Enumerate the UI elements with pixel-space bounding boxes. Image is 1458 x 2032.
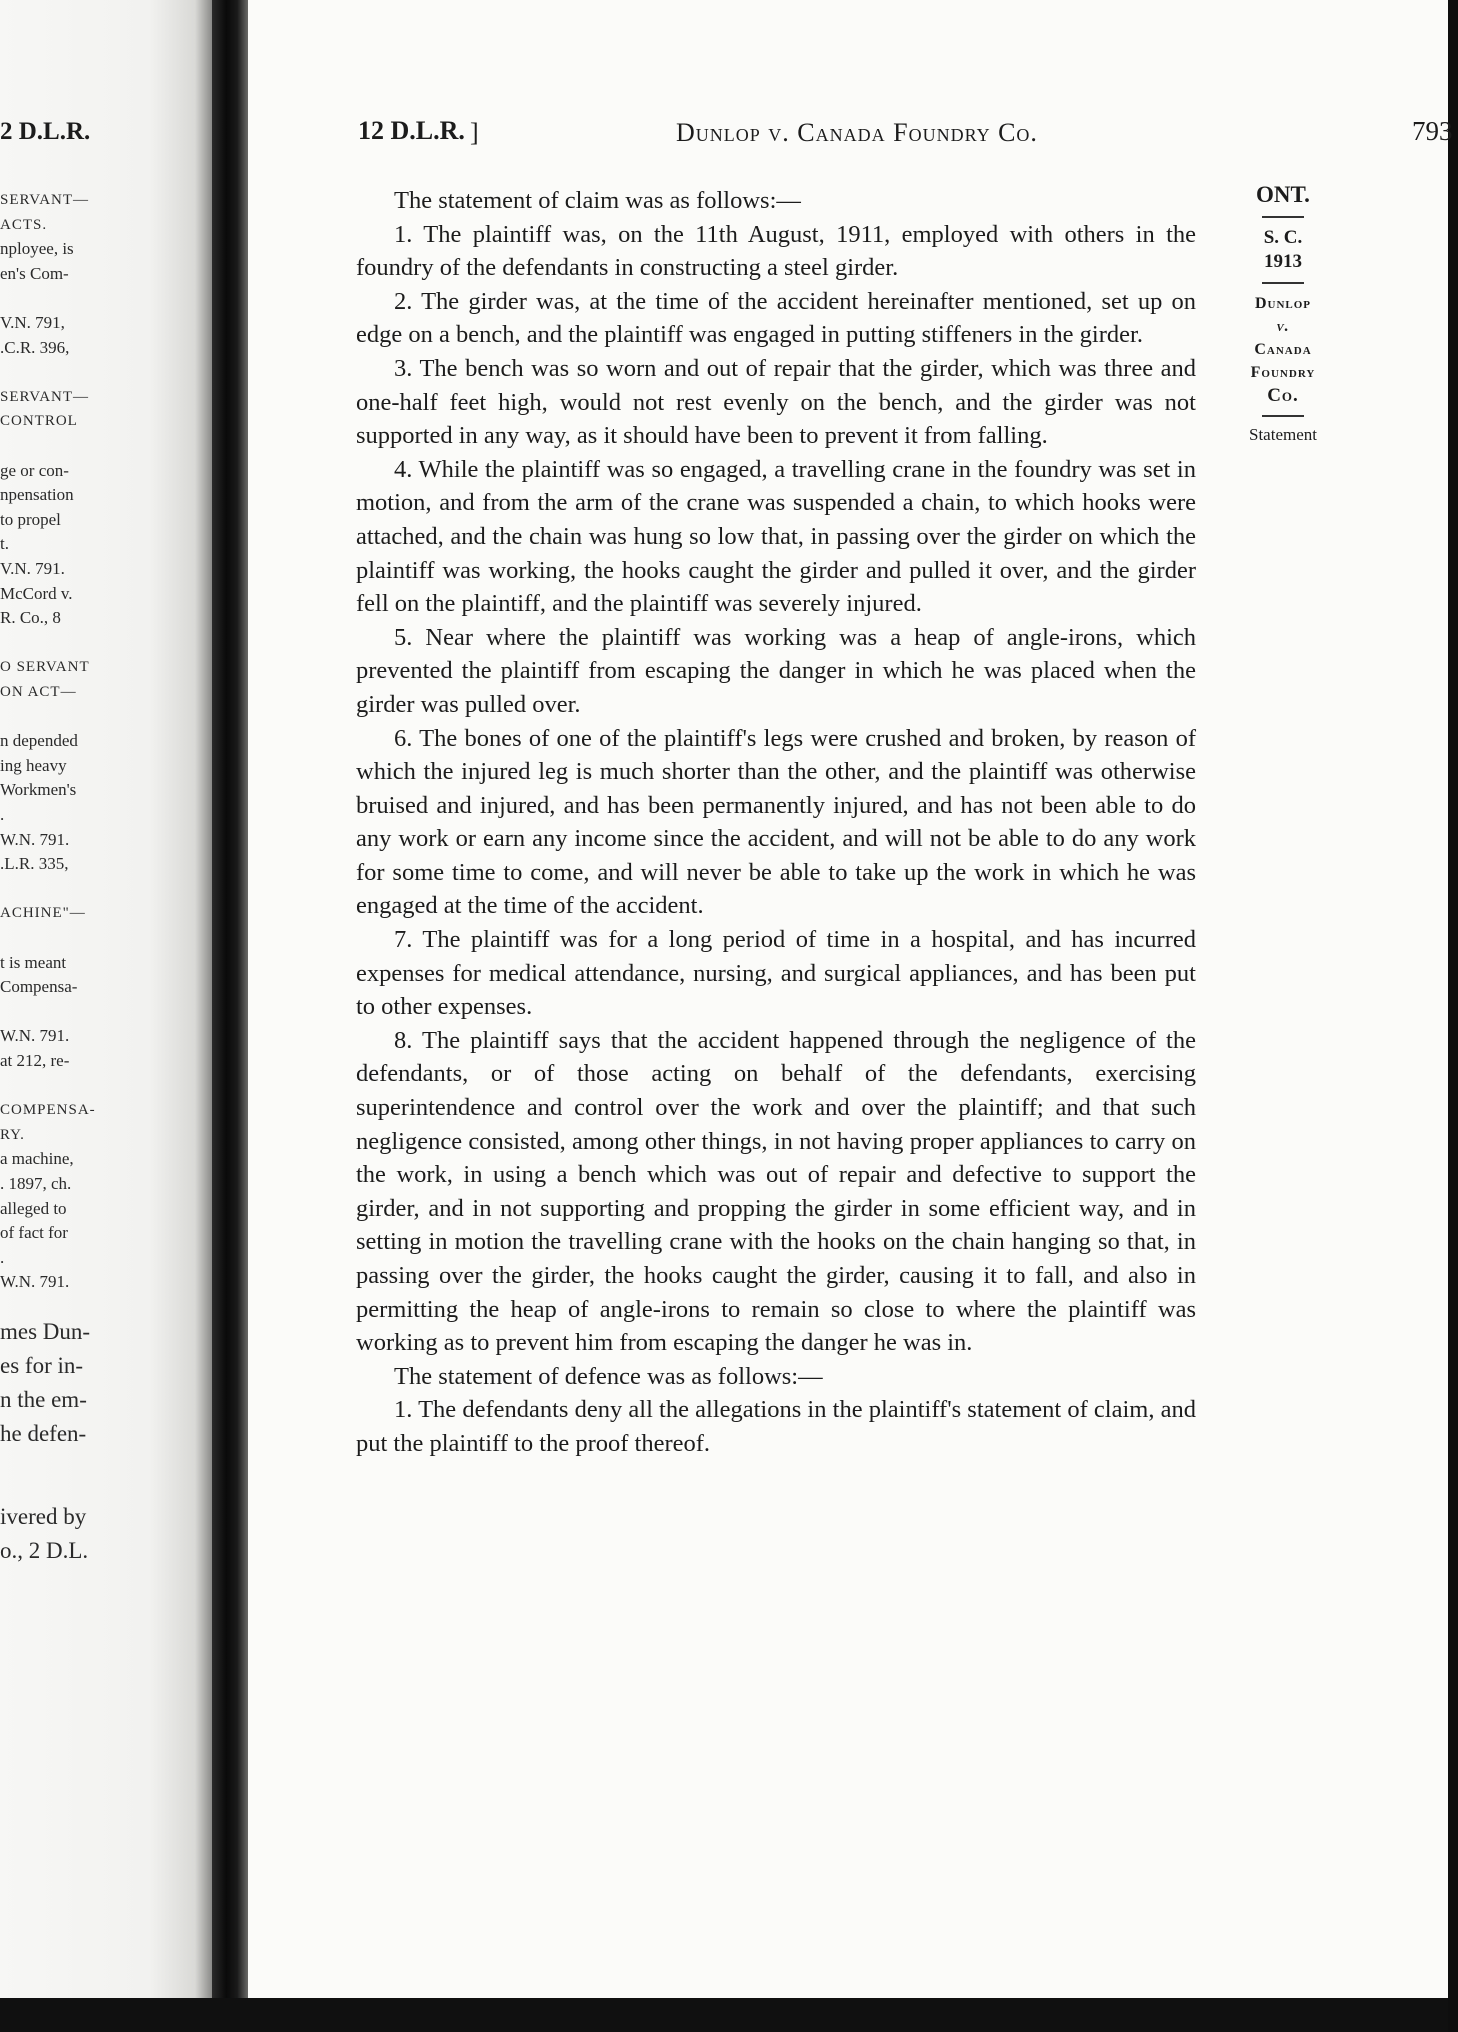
left-page-line: ivered by [0,1503,87,1529]
header-bracket: ] [470,118,479,147]
left-page-line: of fact for [0,1223,68,1243]
paragraph: The statement of claim was as follows:— [394,187,801,214]
margin-case-name-1: Dunlop [1254,295,1312,312]
paragraph: 7. The plaintiff was for a long period of time in a hospital, and has incurred expenses for medical attendance, nursing, and surgical appliances, and has been put to other expenses. [356,926,1196,1021]
left-page-line: ge or con- [0,460,69,480]
left-page-line: mes Dun- [0,1318,91,1344]
left-page-line: O SERVANT [0,659,90,676]
left-page-line: t is meant [0,952,67,972]
left-page-line: . [0,1247,5,1267]
left-page-line: W.N. 791. [0,1272,70,1292]
header-volume: 12 D.L.R. [358,116,465,145]
left-page-line: alleged to [0,1198,67,1218]
left-page-line: ACHINE"— [0,905,86,922]
margin-rule [1262,282,1304,284]
previous-page-fragment [0,0,212,2032]
margin-court: ONT. [1256,182,1310,207]
margin-notes [1208,182,1358,445]
paragraph: The statement of defence was as follows:— [394,1362,823,1390]
paragraph: 4. While the plaintiff was so engaged, a travelling crane in the foundry was set in motion, and from the arm of the crane was suspended a chain, to which hooks were attached, and the chain was hung so low that, in passing over the girder on which the plaintiff was working, the hooks caught the girder and pulled it over, and the girder fell on the plaintiff, and the plaintiff was severely injured. [356,455,1196,618]
left-page-line: . 1897, ch. [0,1174,72,1193]
left-page-line: RY. [0,1126,25,1143]
left-page-line: ACTS. [0,216,48,233]
margin-sc: S. C. [1263,227,1303,248]
left-page-line: es for in- [0,1352,84,1378]
left-page-line: W.N. 791. [0,829,70,849]
margin-rule [1262,216,1304,218]
book-page [248,0,1453,2000]
paragraph: 5. Near where the plaintiff was working was a heap of angle-irons, which prevented the plaintiff from escaping the danger in which he was placed when the girder was pulled over. [356,623,1196,718]
paragraph: 2. The girder was, at the time of the accident hereinafter mentioned, set up on edge on a bench, and the plaintiff was engaged in putting stiffeners in the girder. [356,287,1196,349]
paragraph: 1. The plaintiff was, on the 11th August, 1911, employed with others in the foundry of the defendants in constructing a steel girder. [356,220,1196,282]
left-page-line: n the em- [0,1386,87,1412]
left-page-line: en's Com- [0,263,69,283]
scan-bottom-edge [0,1998,1448,2032]
paragraph: 8. The plaintiff says that the accident happened through the negligence of the defendants, or of those acting on behalf of the defendants, exercising superintendence and control over the work and over the plaintiff; and that such negligence consisted, among other things, in not having proper appliances to carry on the work, in using a bench which was out of repair and defective to support the girder, and in not supporting and propping the girder in some efficient way, and in setting in motion the travelling crane with the hooks on the chain hanging so that, in passing over the girder, the hooks caught the girder, causing it to fall, and also in permitting the heap of angle-irons to remain so close to where the plaintiff was working as to prevent him from escaping the danger he was in. [356,1026,1196,1357]
left-page-line: .C.R. 396, [0,337,70,357]
left-page-line: n depended [0,731,78,751]
margin-case-name-2: Canada [1254,341,1312,358]
margin-case-name-3: Foundry [1250,364,1316,381]
left-page-line: ing heavy [0,755,67,775]
page-number: 793 [1412,116,1453,146]
margin-case-name-4: Co. [1267,385,1299,406]
margin-section-label: Statement [1249,425,1317,444]
left-page-line: SERVANT— [0,192,90,208]
left-page-line: V.N. 791. [0,559,65,578]
left-page-header: 2 D.L.R. [0,118,91,145]
left-page-line: COMPENSA- [0,1102,96,1119]
margin-rule [1262,415,1304,417]
left-page-line: nployee, is [0,239,74,259]
left-page-line: a machine, [0,1149,74,1169]
left-page-line: . [0,805,5,824]
running-header [358,116,1458,150]
left-page-line: Workmen's [0,780,77,800]
left-page-line: McCord v. [0,583,73,603]
body-text [356,184,1196,1461]
left-page-line: t. [0,534,9,554]
left-page-line: to propel [0,509,61,529]
paragraph: 6. The bones of one of the plaintiff's legs were crushed and broken, by reason of which the injured leg is much shorter than the other, and the plaintiff was otherwise bruised and injured, and has been permanently injured, and has not been able to do any work or earn any income since the accident, and will not be able to do any work for some time to come, and will never be able to take up the work in which he was engaged at the time of the accident. [356,724,1196,920]
left-page-line: Compensa- [0,977,78,997]
paragraph: 1. The defendants deny all the allegations in the plaintiff's statement of claim, and put the plaintiff to the proof thereof. [356,1396,1196,1457]
left-page-line: npensation [0,485,74,505]
left-page-line: CONTROL [0,413,78,430]
left-page-line: SERVANT— [0,388,90,405]
left-page-line: R. Co., 8 [0,608,61,628]
book-gutter [212,0,248,2032]
margin-year: 1913 [1264,251,1302,272]
paragraph: 3. The bench was so worn and out of repair that the girder, which was three and one-half feet high, would not rest evenly on the bench, and the girder was not supported in any way, as it should have been to prevent it from falling. [356,354,1196,450]
left-page-line: W.N. 791. [0,1026,70,1046]
left-page-line: V.N. 791, [0,313,65,332]
left-page-line: ON ACT— [0,684,77,700]
left-page-line: at 212, re- [0,1051,70,1070]
header-case-title: Dunlop v. Canada Foundry Co. [676,118,1038,147]
left-page-line: .L.R. 335, [0,854,69,874]
left-page-line: he defen- [0,1420,87,1446]
margin-case-v: v. [1276,318,1290,335]
left-page-line: o., 2 D.L. [0,1537,89,1563]
